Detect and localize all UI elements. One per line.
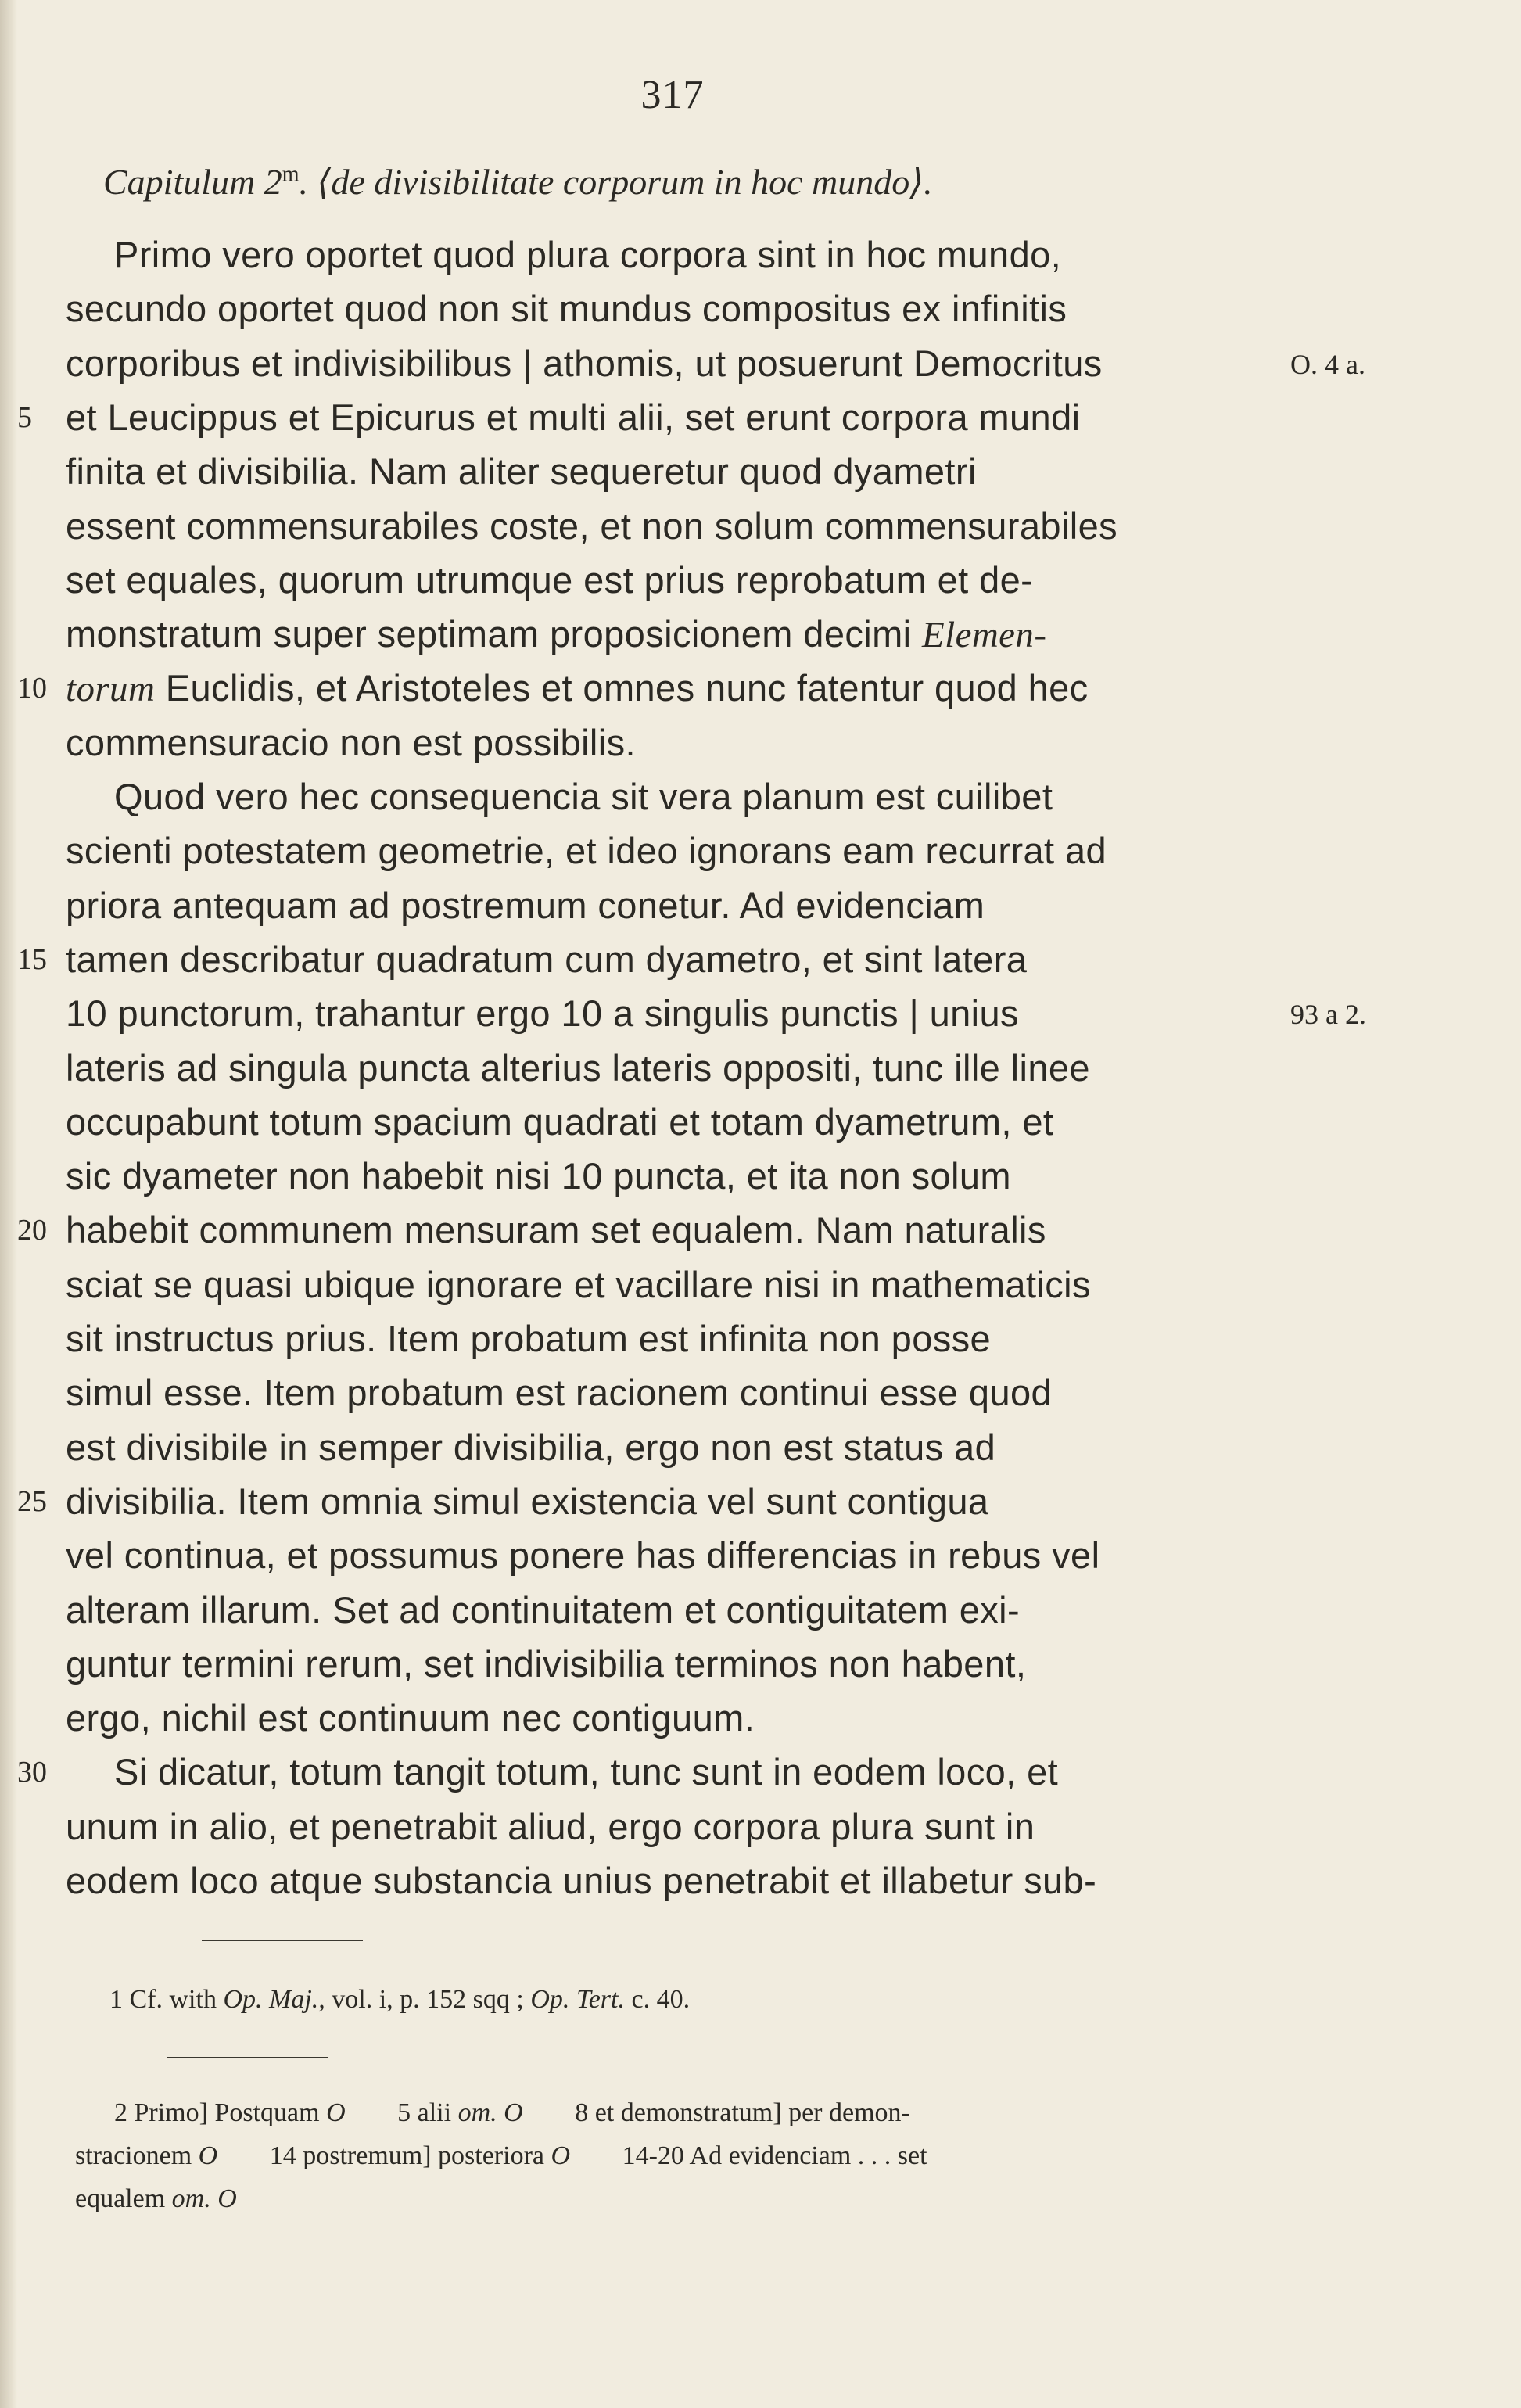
line-text: commensuracio non est possibilis. [66, 722, 636, 763]
text-line [66, 884, 1286, 927]
reference-mid: vol. i, p. 152 sqq ; [332, 1985, 524, 2014]
line-text: est divisibile in semper divisibilia, ergo non est status ad [66, 1426, 996, 1468]
line-text: Euclidis, et Aristoteles et omnes nunc fatentur quod hec [165, 667, 1089, 709]
text-line [66, 612, 1286, 656]
line-text: priora antequam ad postremum conetur. Ad evidenciam [66, 885, 985, 926]
line-text: scienti potestatem geometrie, et ideo ignorans eam recurrat ad [66, 830, 1107, 871]
line-number: 20 [17, 1214, 47, 1247]
variant-1a-siglum: O [326, 2098, 346, 2127]
page-edge-shadow [0, 0, 17, 2408]
variant-1b: 5 alii [397, 2098, 452, 2127]
line-text: Si dicatur, totum tangit totum, tunc sunt in eodem loco, et [114, 1751, 1059, 1793]
variant-2c: 14-20 Ad evidenciam . . . set [622, 2141, 927, 2170]
text-line [66, 666, 1286, 710]
line-text: ergo, nichil est continuum nec contiguum. [66, 1697, 755, 1739]
line-number: 5 [17, 401, 32, 434]
line-text: alteram illarum. Set ad continuitatem et contiguitatem exi- [66, 1589, 1021, 1631]
variant-2b-siglum: O [551, 2141, 571, 2170]
italic-word: torum [66, 669, 156, 709]
text-line [66, 1371, 1286, 1414]
line-text: Quod vero hec consequencia sit vera planum est cuilibet [114, 776, 1053, 817]
line-text: sciat se quasi ubique ignorare et vacillare nisi in mathematicis [66, 1264, 1091, 1305]
text-line [66, 396, 1286, 439]
line-number: 30 [17, 1756, 47, 1789]
heading-sup: m [282, 162, 300, 187]
line-text: unum in alio, et penetrabit aliud, ergo corpora plura sunt in [66, 1806, 1035, 1847]
line-text: guntur termini rerum, set indivisibilia terminos non habent, [66, 1643, 1027, 1685]
variant-line-1 [114, 2098, 1381, 2128]
line-text: sic dyameter non habebit nisi 10 puncta, et ita non solum [66, 1155, 1011, 1197]
line-text: corporibus et indivisibilibus | athomis, ut posuerunt Democritus [66, 343, 1103, 384]
text-line [66, 558, 1286, 601]
text-line [66, 938, 1286, 981]
text-line [66, 1100, 1286, 1143]
text-line [66, 1426, 1286, 1469]
text-line [66, 1696, 1286, 1739]
line-text: occupabunt totum spacium quadrati et totam dyametrum, et [66, 1101, 1054, 1143]
text-line [66, 1317, 1286, 1360]
line-text: divisibilia. Item omnia simul existencia vel sunt contigua [66, 1480, 989, 1522]
heading-prefix: Capitulum 2 [103, 162, 282, 202]
footnote-rule-1 [202, 1940, 363, 1941]
text-line [66, 1588, 1286, 1631]
reference-pre: 1 Cf. with [109, 1985, 217, 2014]
line-text: lateris ad singula puncta alterius lateris oppositi, tunc ille linee [66, 1047, 1090, 1089]
line-text: monstratum super septimam proposicionem decimi [66, 613, 912, 655]
line-text: et Leucippus et Epicurus et multi alii, set erunt corpora mundi [66, 397, 1081, 438]
text-line [66, 450, 1286, 493]
text-line [66, 342, 1286, 385]
text-line [114, 1750, 1334, 1793]
heading-title: ⟨de divisibilitate corporum in hoc mundo⟩. [317, 162, 933, 202]
text-line [66, 287, 1286, 330]
line-text: 10 punctorum, trahantur ergo 10 a singulis punctis | unius [66, 992, 1019, 1034]
reference-note [109, 1985, 1376, 2015]
page-number: 317 [640, 73, 705, 117]
variant-1c: 8 et demonstratum] per demon- [575, 2098, 910, 2127]
text-line [66, 1208, 1286, 1251]
reference-op-tert: Op. Tert. [530, 1985, 625, 2014]
text-line [66, 1859, 1286, 1902]
variant-1a: 2 Primo] Postquam [114, 2098, 320, 2127]
variant-line-3 [75, 2184, 1342, 2214]
chapter-heading [103, 160, 1323, 203]
text-line [66, 1805, 1286, 1848]
reference-post: c. 40. [631, 1985, 691, 2014]
variant-3a: equalem [75, 2184, 166, 2213]
footnote-rule-2 [167, 2057, 328, 2058]
text-line [66, 829, 1286, 872]
line-text: secundo oportet quod non sit mundus compositus ex infinitis [66, 288, 1067, 329]
text-line [66, 721, 1286, 764]
line-text: habebit communem mensuram set equalem. Nam naturalis [66, 1209, 1046, 1251]
line-number: 25 [17, 1485, 47, 1518]
line-number: 15 [17, 943, 47, 976]
variant-line-2 [75, 2141, 1342, 2171]
variant-2b: 14 postremum] posteriora [269, 2141, 544, 2170]
line-number: 10 [17, 672, 47, 705]
line-text: sit instructus prius. Item probatum est infinita non posse [66, 1318, 992, 1359]
folio-reference: 93 a 2. [1290, 999, 1366, 1030]
variant-1b-siglum: om. O [457, 2098, 523, 2127]
line-text: simul esse. Item probatum est racionem continui esse quod [66, 1372, 1053, 1413]
text-line [66, 1642, 1286, 1685]
text-line [66, 1534, 1286, 1577]
variant-2a-siglum: O [198, 2141, 218, 2170]
text-line [66, 1154, 1286, 1197]
folio-reference: O. 4 a. [1290, 349, 1365, 380]
line-text: finita et divisibilia. Nam aliter sequeretur quod dyametri [66, 450, 977, 492]
heading-dot: . [299, 162, 309, 202]
line-text: vel continua, et possumus ponere has differencias in rebus vel [66, 1534, 1100, 1576]
text-line [66, 1046, 1286, 1089]
line-text: essent commensurabiles coste, et non solum commensurabiles [66, 505, 1118, 547]
text-line [66, 504, 1286, 547]
italic-word: Elemen- [922, 615, 1047, 655]
variant-2a: stracionem [75, 2141, 192, 2170]
text-line [66, 1263, 1286, 1306]
line-text: Primo vero oportet quod plura corpora sint in hoc mundo, [114, 234, 1062, 275]
variant-3a-siglum: om. O [171, 2184, 237, 2213]
text-line [114, 775, 1334, 818]
reference-op-maj: Op. Maj., [223, 1985, 325, 2014]
line-text: set equales, quorum utrumque est prius reprobatum et de- [66, 559, 1034, 601]
text-line [114, 233, 1334, 276]
line-text: tamen describatur quadratum cum dyametro, et sint latera [66, 938, 1028, 980]
line-text: eodem loco atque substancia unius penetrabit et illabetur sub- [66, 1860, 1097, 1901]
text-line [66, 992, 1286, 1035]
text-line [66, 1480, 1286, 1523]
